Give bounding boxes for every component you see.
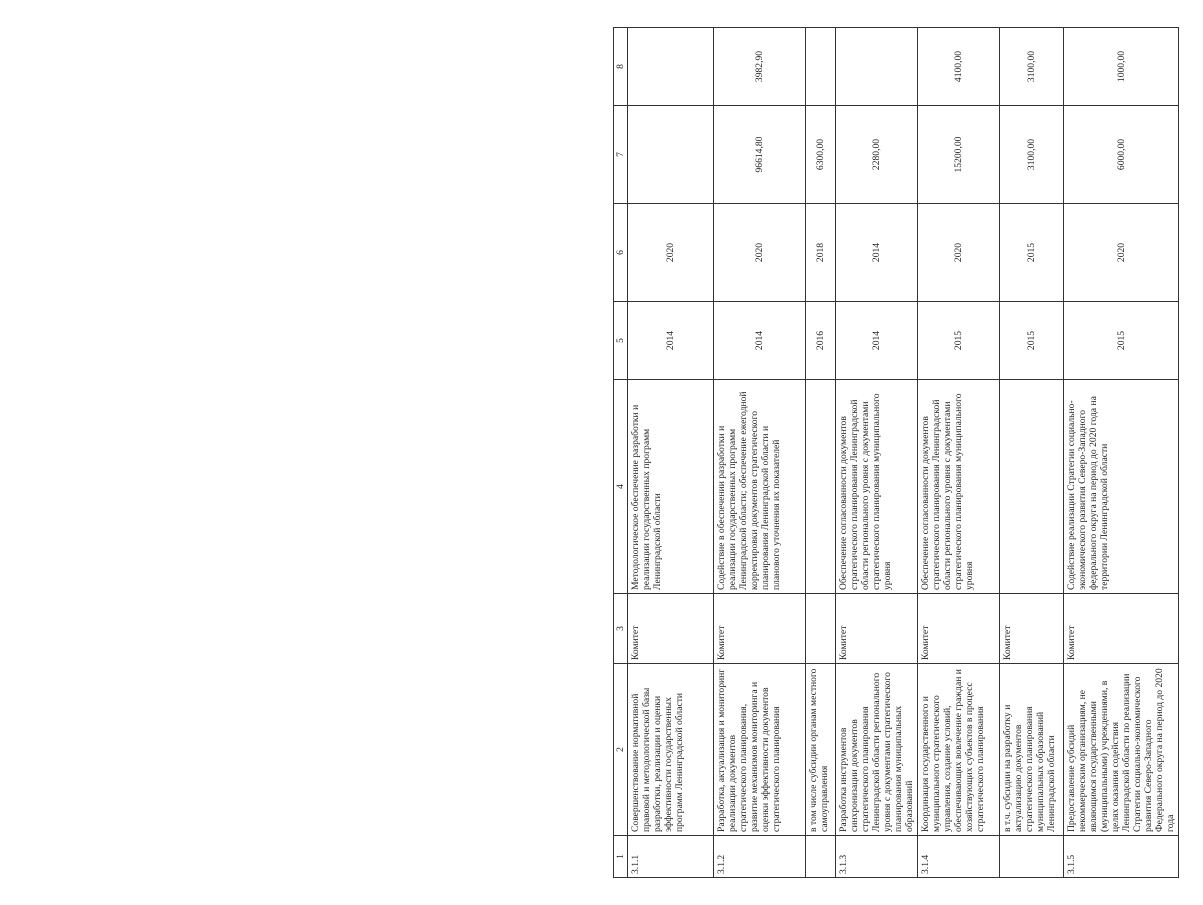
end-year: 2020 (918, 204, 1000, 302)
funding-year: 3982,90 (714, 28, 806, 106)
measure-number: 3.1.4 (918, 836, 1000, 878)
executor: Комитет (836, 594, 918, 664)
funding-year: 3100,00 (1000, 28, 1064, 106)
measure-name: Координация государственного и муниципального стратегического управления, создание условий, обеспечивающих вовлечение граждан и хозяйствующих субъектов в процесс стратегического планирования (918, 664, 1000, 836)
table-row (1064, 28, 1179, 878)
funding-total (628, 106, 714, 204)
end-year: 2020 (1064, 204, 1179, 302)
funding-year (836, 28, 918, 106)
measure-name: Совершенствование нормативной правовой и методологической базы разработки, реализации и оценки эффективности государственных программ Ленинградской области (628, 664, 714, 836)
measure-number: 3.1.3 (836, 836, 918, 878)
table-row (628, 28, 714, 878)
end-year: 2014 (836, 204, 918, 302)
expected-result (806, 380, 836, 594)
expected-result: Обеспечение согласованности документов стратегического планирования Ленинградской области регионального уровня с документами стратегического планирования муниципального уровня (918, 380, 1000, 594)
executor: Комитет (628, 594, 714, 664)
start-year: 2014 (628, 302, 714, 380)
funding-total: 15200,00 (918, 106, 1000, 204)
executor: Комитет (918, 594, 1000, 664)
executor: Комитет (1064, 594, 1179, 664)
funding-total: 6300,00 (806, 106, 836, 204)
table-row (806, 28, 836, 878)
expected-result (1000, 380, 1064, 594)
measure-number: 3.1.1 (628, 836, 714, 878)
header-cell: 6 (614, 204, 628, 302)
end-year: 2015 (1000, 204, 1064, 302)
measure-name: Предоставление субсидий некоммерческим организациям, не являющимся государственными (муниципальными) учреждениями, в целях оказания содействия Ленинградской области по реализации Стратегии социально-экономического развития Северо-Западного Федерального округа на период до 2020 года (1064, 664, 1179, 836)
header-cell: 4 (614, 380, 628, 594)
header-cell: 2 (614, 664, 628, 836)
measure-name: Разработка, актуализация и мониторинг реализации документов стратегического планирования, развитие механизмов мониторинга и оценки эффективности документов стратегического планирования (714, 664, 806, 836)
start-year: 2015 (918, 302, 1000, 380)
start-year: 2016 (806, 302, 836, 380)
funding-year (806, 28, 836, 106)
end-year: 2018 (806, 204, 836, 302)
measure-name: Разработка инструментов синхронизации документов стратегического планирования Ленинградской области регионального уровня с документами стратегического планирования муниципальных образований (836, 664, 918, 836)
end-year: 2020 (714, 204, 806, 302)
measure-name: в т.ч. субсидии на разработку и актуализацию документов стратегического планирования муниципальных образований Ленинградской области (1000, 664, 1064, 836)
funding-total: 2280,00 (836, 106, 918, 204)
executor (806, 594, 836, 664)
table-row (836, 28, 918, 878)
measure-number (1000, 836, 1064, 878)
funding-total: 6000,00 (1064, 106, 1179, 204)
start-year: 2015 (1000, 302, 1064, 380)
expected-result: Методологическое обеспечение разработки и реализации государственных программ Ленинградской области (628, 380, 714, 594)
table-row (1000, 28, 1064, 878)
executor: Комитет (1000, 594, 1064, 664)
funding-total: 96614,80 (714, 106, 806, 204)
rotated-table-container (613, 28, 1203, 878)
end-year: 2020 (628, 204, 714, 302)
start-year: 2015 (1064, 302, 1179, 380)
measure-number: 3.1.2 (714, 836, 806, 878)
header-row (614, 28, 628, 878)
start-year: 2014 (714, 302, 806, 380)
measure-number (806, 836, 836, 878)
header-cell: 7 (614, 106, 628, 204)
header-cell: 3 (614, 594, 628, 664)
table-row (714, 28, 806, 878)
measure-number: 3.1.5 (1064, 836, 1179, 878)
funding-total: 3100,00 (1000, 106, 1064, 204)
funding-year: 4100,00 (918, 28, 1000, 106)
funding-year: 1000,00 (1064, 28, 1179, 106)
funding-year (628, 28, 714, 106)
program-measures-table (613, 27, 1179, 878)
header-cell: 1 (614, 836, 628, 878)
measure-name: в том числе субсидии органам местного самоуправления (806, 664, 836, 836)
executor: Комитет (714, 594, 806, 664)
expected-result: Содействие реализации Стратегии социально-экономического развития Северо-Западного федерального округа на период до 2020 года на территории Ленинградской области (1064, 380, 1179, 594)
expected-result: Содействие в обеспечении разработки и реализации государственных программ Ленинградской области; обеспечение ежегодной корректировки документов стратегического планирования Ленинградской области и планового уточнения их показателей (714, 380, 806, 594)
start-year: 2014 (836, 302, 918, 380)
header-cell: 8 (614, 28, 628, 106)
header-cell: 5 (614, 302, 628, 380)
expected-result: Обеспечение согласованности документов стратегического планирования Ленинградской области регионального уровня с документами стратегического планирования муниципального уровня (836, 380, 918, 594)
table-row (918, 28, 1000, 878)
